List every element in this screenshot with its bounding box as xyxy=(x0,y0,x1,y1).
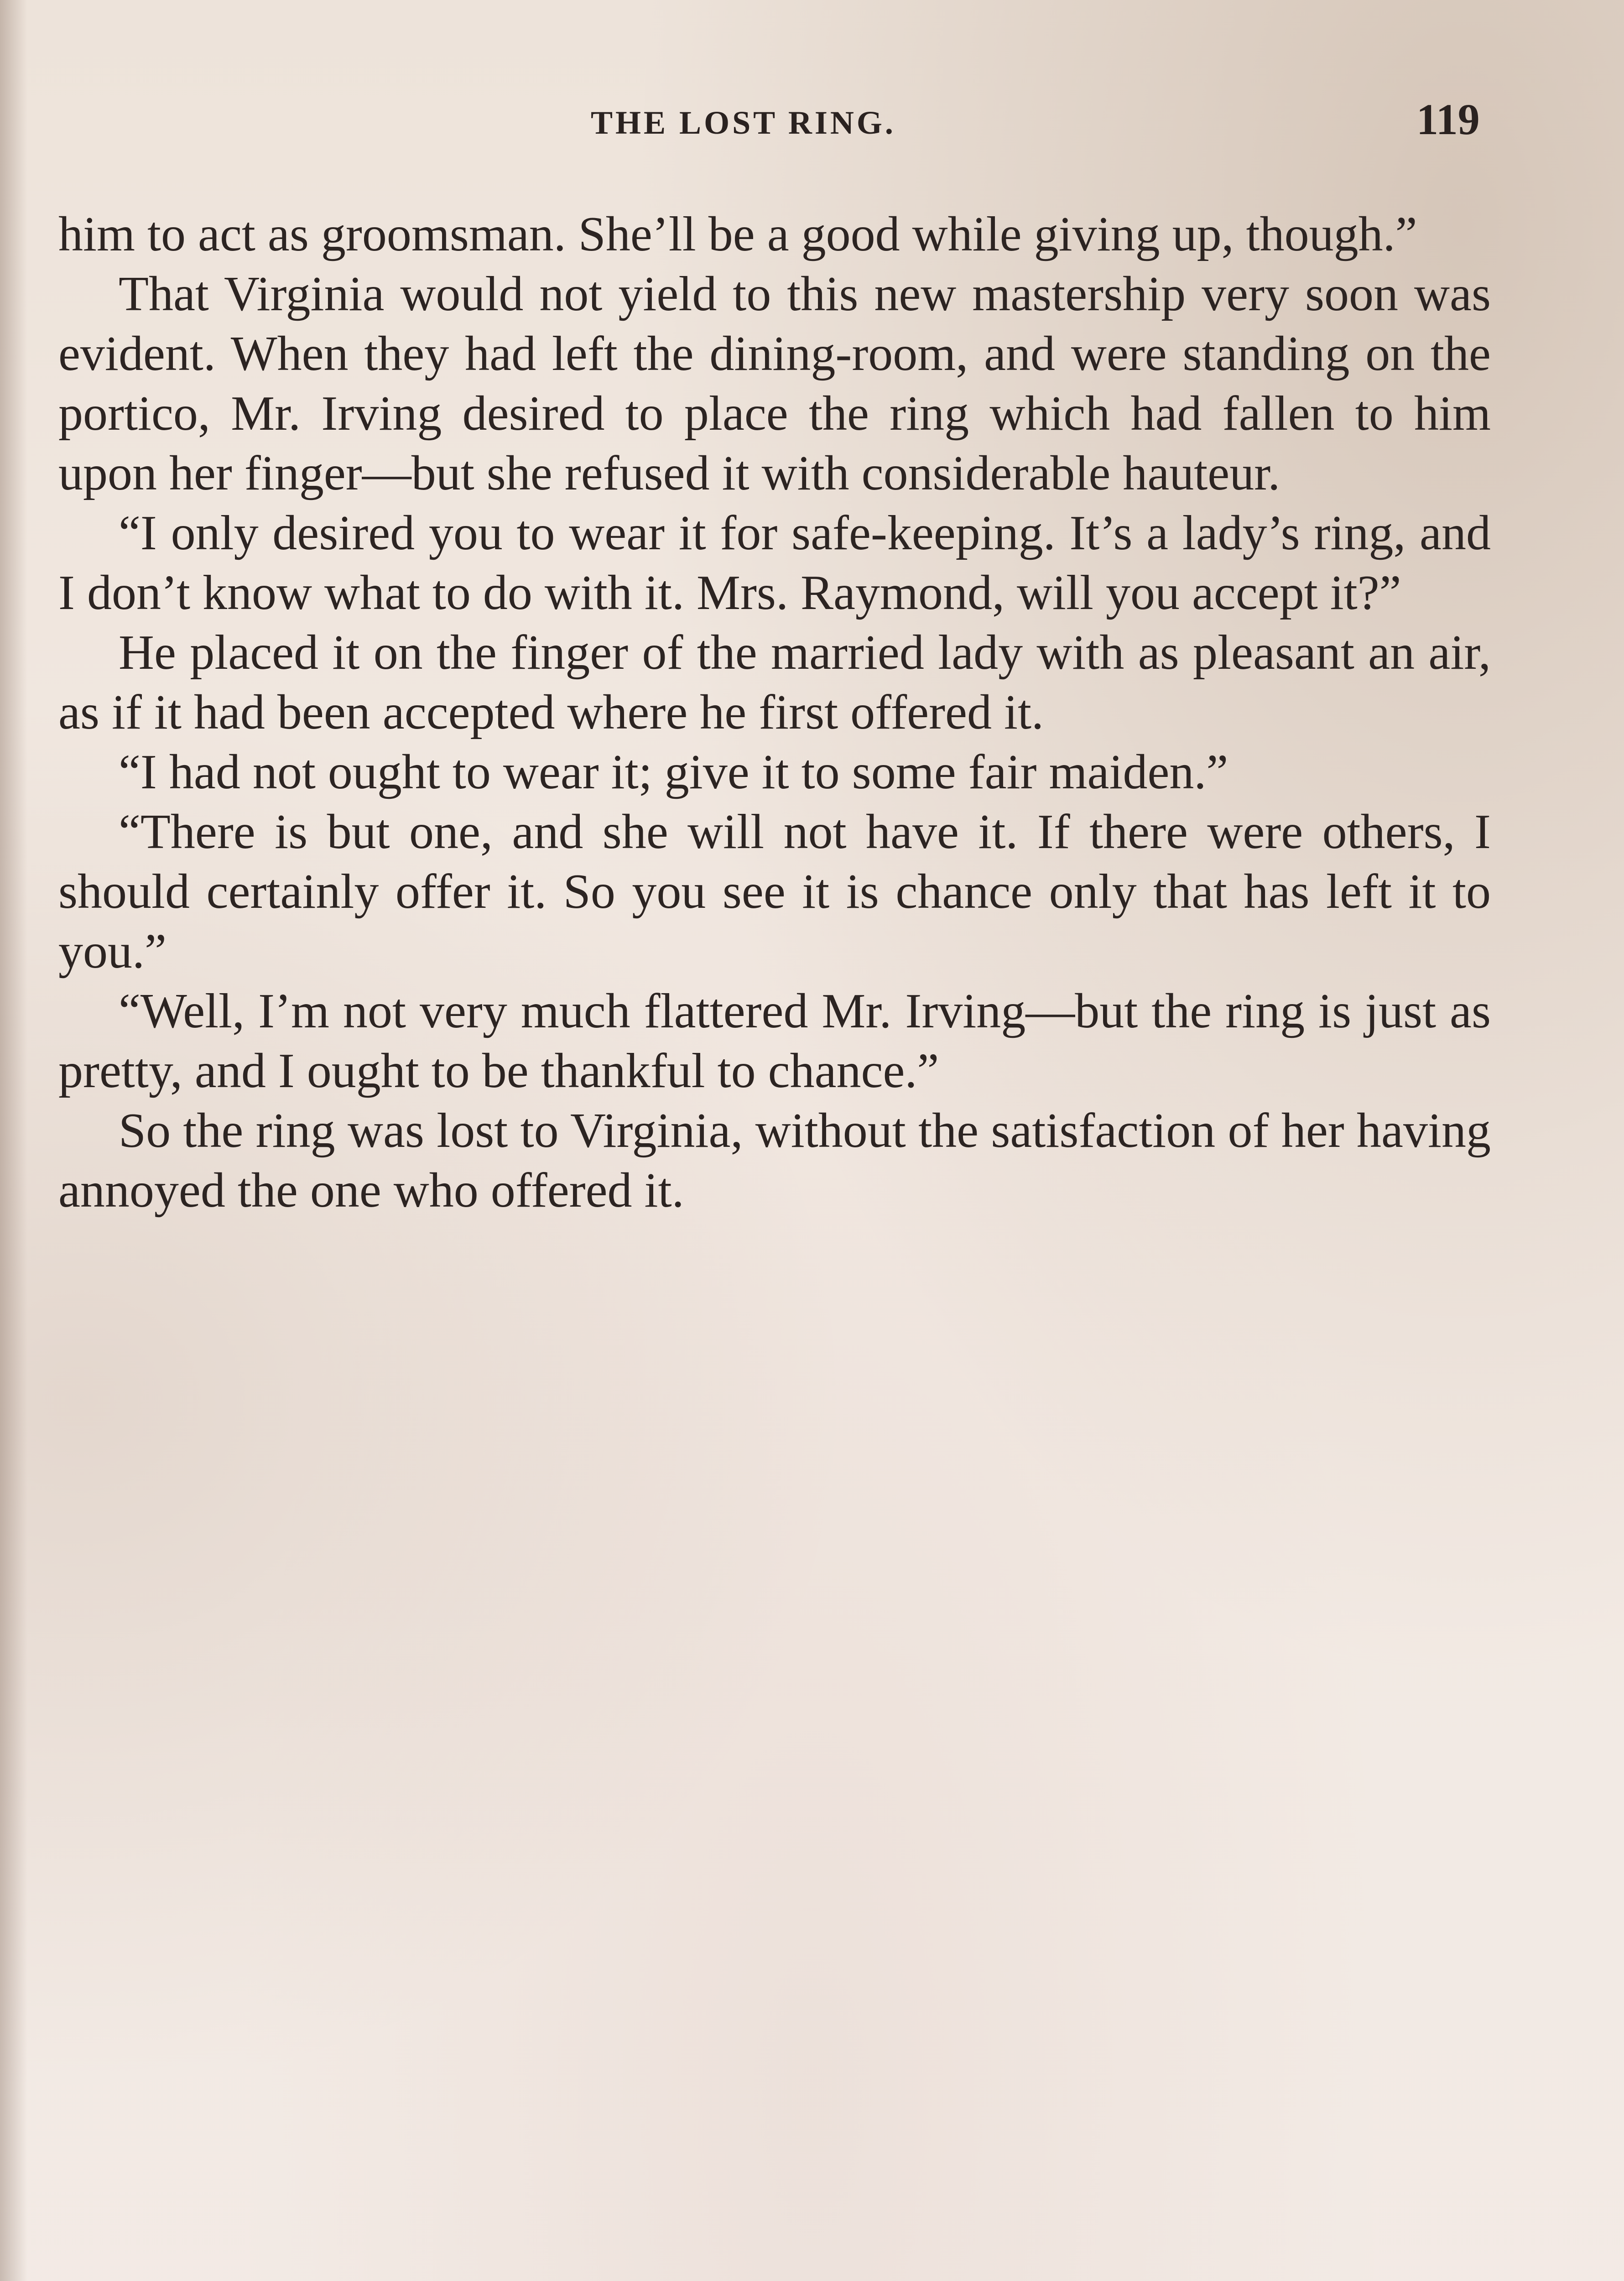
running-head xyxy=(0,95,1624,145)
page-edge-shadow xyxy=(0,0,27,2281)
paragraph-2: That Virginia would not yield to this new mastership very soon was evident. When they had left the dining-room, and were standing on the portico, Mr. Irving desired to place the ring which had fallen to him upon her finger—but she refused it with considerable hauteur. xyxy=(58,267,1491,500)
page-number: 119 xyxy=(1416,95,1480,144)
paragraph-6: “There is but one, and she will not have it. If there were others, I should certainly offer it. So you see it is chance only that has left it to you.” xyxy=(58,805,1491,979)
paragraph-4: He placed it on the finger of the married lady with as pleasant an air, as if it had been accepted where he first offered it. xyxy=(58,625,1491,740)
body-text xyxy=(58,204,1491,1220)
paragraph-8: So the ring was lost to Virginia, without the satisfaction of her having annoyed the one who offered it. xyxy=(58,1104,1491,1218)
paragraph-5: “I had not ought to wear it; give it to some fair maiden.” xyxy=(119,745,1228,799)
paragraph-7: “Well, I’m not very much flattered Mr. Irving—but the ring is just as pretty, and I ought to be thankful to chance.” xyxy=(58,984,1491,1098)
paragraph-1: him to act as groomsman. She’ll be a good while giving up, though.” xyxy=(58,207,1417,261)
paragraph-3: “I only desired you to wear it for safe-keeping. It’s a lady’s ring, and I don’t know what to do with it. Mrs. Raymond, will you accept it?” xyxy=(58,506,1491,620)
running-title: THE LOST RING. xyxy=(591,104,896,141)
